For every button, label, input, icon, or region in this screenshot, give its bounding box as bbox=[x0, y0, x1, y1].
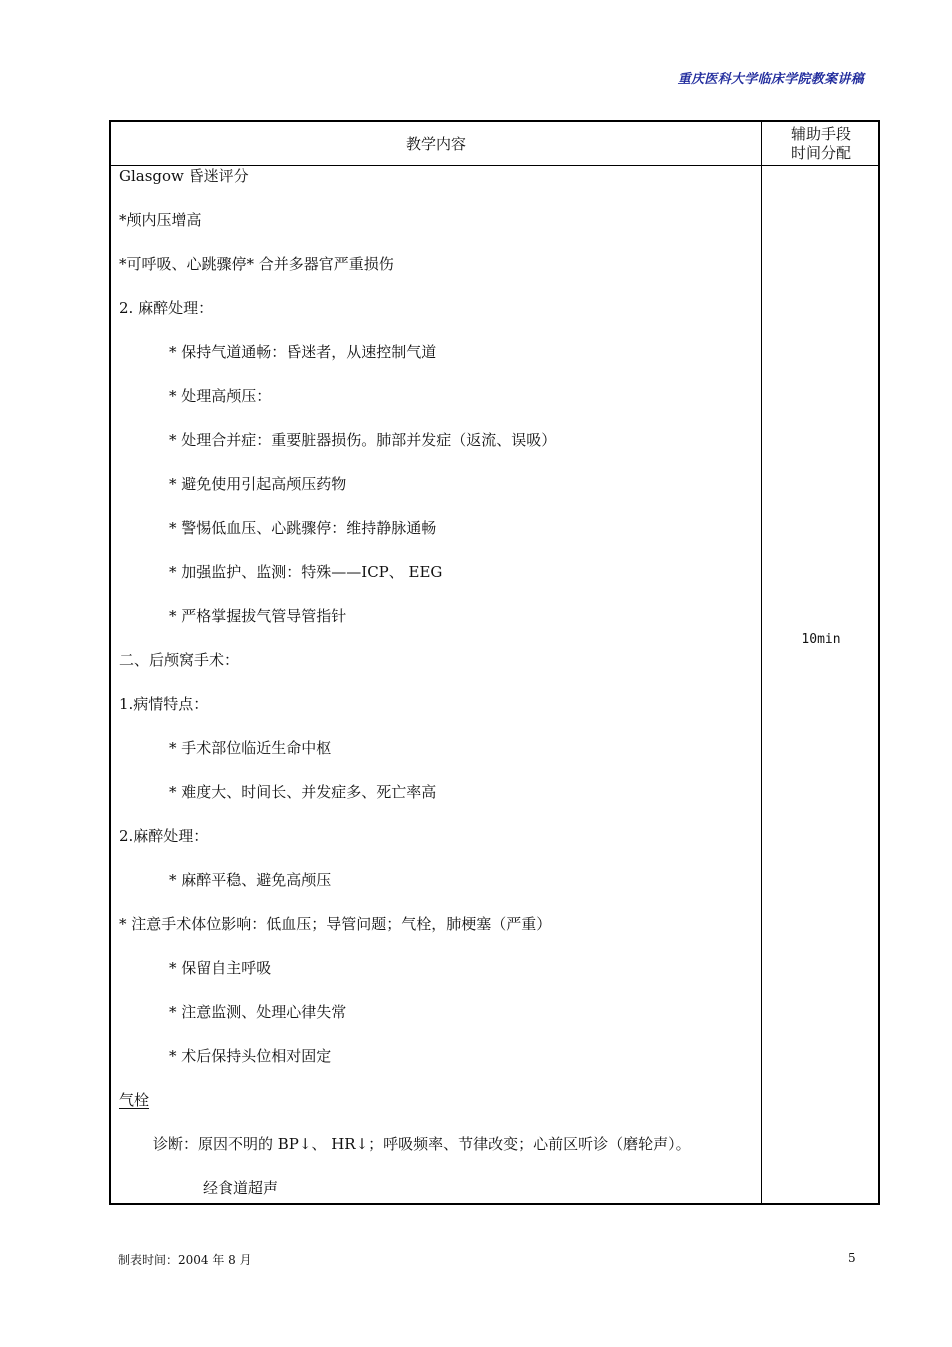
lesson-table bbox=[109, 120, 880, 1205]
footer-date: 制表时间：2004 年 8 月 bbox=[118, 1253, 252, 1267]
content-line-difficulty: * 难度大、时间长、并发症多、死亡率高 bbox=[169, 783, 437, 801]
content-line-spontaneous-breathing: * 保留自主呼吸 bbox=[169, 959, 272, 977]
content-line-head-position: * 术后保持头位相对固定 bbox=[169, 1047, 332, 1065]
time-allocation: 10min bbox=[801, 632, 841, 647]
content-line-features-heading: 1.病情特点： bbox=[119, 695, 209, 713]
content-line-arrhythmia: * 注意监测、处理心律失常 bbox=[169, 1003, 347, 1021]
content-line-airway: * 保持气道通畅：昏迷者，从速控制气道 bbox=[169, 343, 437, 361]
document-header-title: 重庆医科大学临床学院教案讲稿 bbox=[677, 72, 864, 87]
column-header-aids-time bbox=[762, 122, 880, 165]
page-number: 5 bbox=[848, 1251, 856, 1265]
content-line-vital-center: * 手术部位临近生命中枢 bbox=[169, 739, 332, 757]
content-line-anesthesia-heading: 2. 麻醉处理： bbox=[119, 299, 214, 317]
content-line-avoid-drugs: * 避免使用引起高颅压药物 bbox=[169, 475, 347, 493]
content-line-glasgow: Glasgow 昏迷评分 bbox=[119, 167, 249, 185]
content-line-hypotension: * 警惕低血压、心跳骤停：维持静脉通畅 bbox=[169, 519, 437, 537]
content-line-management-heading: 2.麻醉处理： bbox=[119, 827, 209, 845]
column-header-content: 教学内容 bbox=[405, 135, 466, 153]
content-line-air-embolism: 气栓 bbox=[119, 1091, 150, 1109]
content-line-icp-raised: *颅内压增高 bbox=[119, 211, 202, 229]
content-line-arrest: *可呼吸、心跳骤停* 合并多器官严重损伤 bbox=[119, 255, 394, 273]
column-header-aids: 辅助手段 bbox=[790, 124, 851, 143]
content-line-stable-anesthesia: * 麻醉平稳、避免高颅压 bbox=[169, 871, 332, 889]
content-line-posterior-fossa: 二、后颅窝手术： bbox=[119, 651, 240, 669]
content-line-high-icp: * 处理高颅压： bbox=[169, 387, 272, 405]
column-header-time: 时间分配 bbox=[790, 143, 851, 162]
table-column-divider bbox=[761, 122, 762, 1203]
content-line-monitoring: * 加强监护、监测：特殊——ICP、 EEG bbox=[169, 563, 443, 581]
content-line-diagnosis: 诊断：原因不明的 BP↓、 HR↓；呼吸频率、节律改变；心前区听诊（磨轮声）。 bbox=[153, 1135, 691, 1153]
content-line-extubation: * 严格掌握拔气管导管指针 bbox=[169, 607, 347, 625]
content-line-tee: 经食道超声 bbox=[203, 1179, 279, 1197]
content-line-position-effects: * 注意手术体位影响：低血压；导管问题；气栓，肺梗塞（严重） bbox=[119, 915, 552, 933]
content-line-complications: * 处理合并症：重要脏器损伤。肺部并发症（返流、误吸） bbox=[169, 431, 557, 449]
